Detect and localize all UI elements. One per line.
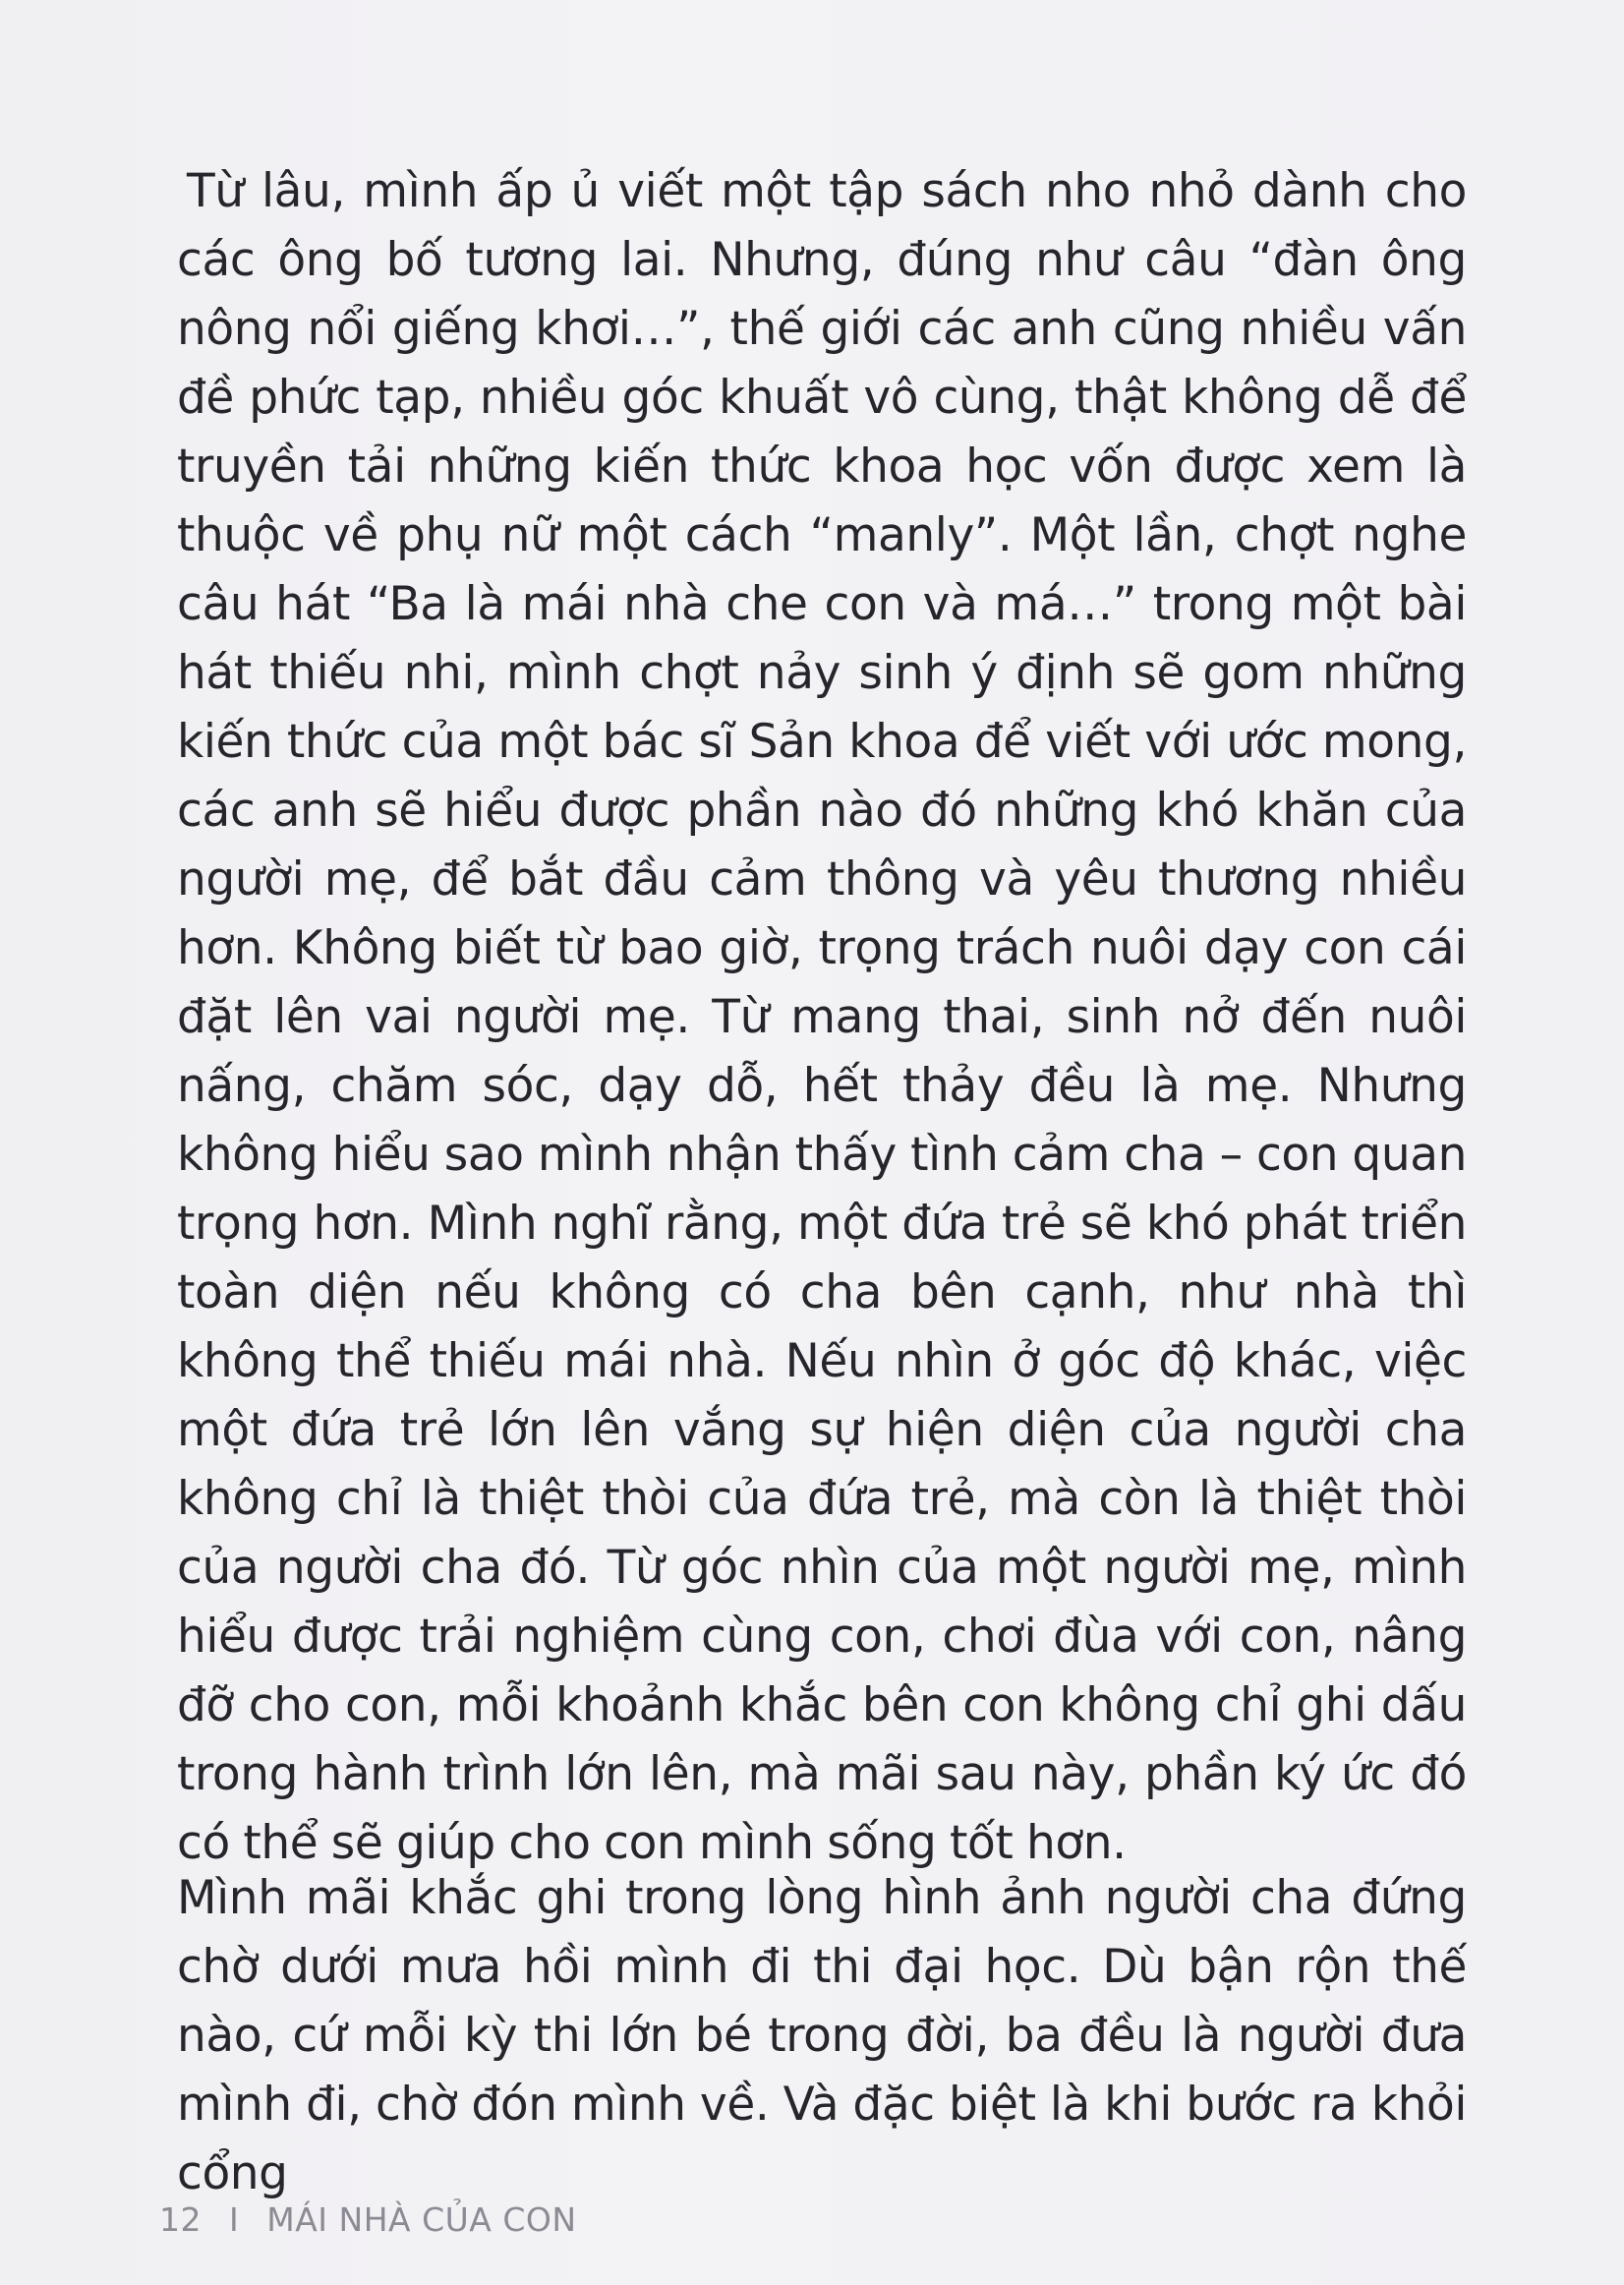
body-paragraph-2: Mình mãi khắc ghi trong lòng hình ảnh người cha đứng chờ dưới mưa hồi mình đi thi đại học. Dù bận rộn thế nào, cứ mỗi kỳ thi lớn bé trong đời, ba đều là người đưa mình đi, chờ đón mình về. Và đặc biệt là khi bước ra khỏi cổng [177,1871,1467,2200]
footer-separator: I [229,2199,240,2239]
page-footer [159,2195,577,2244]
body-paragraph-1: Từ lâu, mình ấp ủ viết một tập sách nho nhỏ dành cho các ông bố tương lai. Nhưng, đúng như câu “đàn ông nông nổi giếng khơi…”, thế giới các anh cũng nhiều vấn đề phức tạp, nhiều góc khuất vô cùng, thật không dễ để truyền tải những kiến thức khoa học vốn được xem là thuộc về phụ nữ một cách “manly”. Một lần, chợt nghe câu hát “Ba là mái nhà che con và má…” trong một bài hát thiếu nhi, mình chợt nảy sinh ý định sẽ gom những kiến thức của một bác sĩ Sản khoa để viết với ước mong, các anh sẽ hiểu được phần nào đó những khó khăn của người mẹ, để bắt đầu cảm thông và yêu thương nhiều hơn. Không biết từ bao giờ, trọng trách nuôi dạy con cái đặt lên vai người mẹ. Từ mang thai, sinh nở đến nuôi nấng, chăm sóc, dạy dỗ, hết thảy đều là mẹ. Nhưng không hiểu sao mình nhận thấy tình cảm cha – con quan trọng hơn. Mình nghĩ rằng, một đứa trẻ sẽ khó phát triển toàn diện nếu không có cha bên cạnh, như nhà thì không thể thiếu mái nhà. Nếu nhìn ở góc độ khác, việc một đứa trẻ lớn lên vắng sự hiện diện của người cha không chỉ là thiệt thòi của đứa trẻ, mà còn là thiệt thòi của người cha đó. Từ góc nhìn của một người mẹ, mình hiểu được trải nghiệm cùng con, chơi đùa với con, nâng đỡ cho con, mỗi khoảnh khắc bên con không chỉ ghi dấu trong hành trình lớn lên, mà mãi sau này, phần ký ức đó có thể sẽ giúp cho con mình sống tốt hơn. [177,164,1467,1870]
book-title: MÁI NHÀ CỦA CON [266,2199,577,2239]
page-number: 12 [159,2199,202,2239]
